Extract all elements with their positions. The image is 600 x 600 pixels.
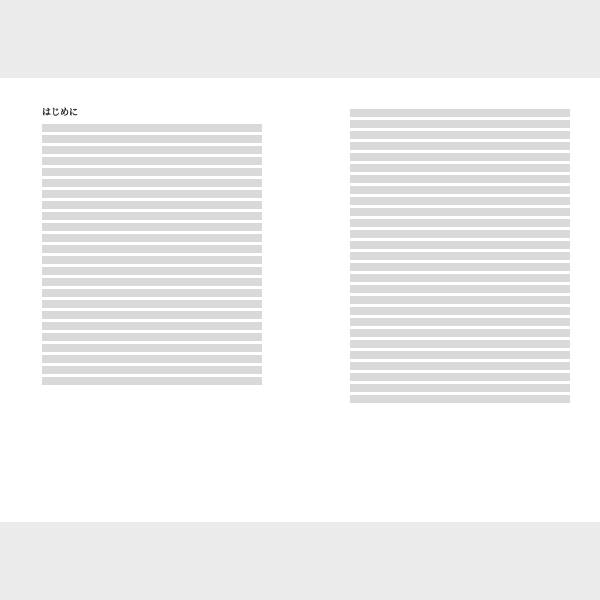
right-page-line-placeholder bbox=[350, 362, 570, 370]
right-page-line-placeholder bbox=[350, 318, 570, 326]
left-page-line-placeholder bbox=[42, 377, 262, 385]
right-page-line-placeholder bbox=[350, 186, 570, 194]
right-page-line-placeholder bbox=[350, 296, 570, 304]
left-page-line-placeholder bbox=[42, 124, 262, 132]
left-page-line-placeholder bbox=[42, 168, 262, 176]
right-page-line-placeholder bbox=[350, 395, 570, 403]
left-page-line-placeholder bbox=[42, 157, 262, 165]
left-page-line-placeholder bbox=[42, 267, 262, 275]
right-page-line-placeholder bbox=[350, 274, 570, 282]
left-page-line-placeholder bbox=[42, 278, 262, 286]
left-page-line-placeholder bbox=[42, 179, 262, 187]
right-page-line-placeholder bbox=[350, 285, 570, 293]
left-page bbox=[42, 106, 262, 388]
right-page-line-placeholder bbox=[350, 340, 570, 348]
right-page-line-placeholder bbox=[350, 131, 570, 139]
right-page-line-placeholder bbox=[350, 263, 570, 271]
right-page-line-placeholder bbox=[350, 175, 570, 183]
left-page-line-placeholder bbox=[42, 146, 262, 154]
right-page-line-placeholder bbox=[350, 208, 570, 216]
left-page-line-placeholder bbox=[42, 300, 262, 308]
right-page-line-placeholder bbox=[350, 351, 570, 359]
right-page-line-placeholder bbox=[350, 384, 570, 392]
section-heading: はじめに bbox=[42, 108, 79, 118]
left-page-line-placeholder bbox=[42, 256, 262, 264]
left-page-line-placeholder bbox=[42, 135, 262, 143]
left-page-line-placeholder bbox=[42, 366, 262, 374]
left-page-text bbox=[42, 124, 262, 385]
right-page-line-placeholder bbox=[350, 109, 570, 117]
left-page-line-placeholder bbox=[42, 355, 262, 363]
left-page-line-placeholder bbox=[42, 311, 262, 319]
left-page-line-placeholder bbox=[42, 322, 262, 330]
left-page-line-placeholder bbox=[42, 344, 262, 352]
left-page-line-placeholder bbox=[42, 201, 262, 209]
book-spread bbox=[0, 78, 600, 522]
right-page-line-placeholder bbox=[350, 241, 570, 249]
left-page-line-placeholder bbox=[42, 190, 262, 198]
left-page-line-placeholder bbox=[42, 223, 262, 231]
right-page-line-placeholder bbox=[350, 373, 570, 381]
right-page-text bbox=[350, 109, 570, 403]
left-page-line-placeholder bbox=[42, 245, 262, 253]
right-page-line-placeholder bbox=[350, 307, 570, 315]
right-page-line-placeholder bbox=[350, 219, 570, 227]
left-page-line-placeholder bbox=[42, 212, 262, 220]
right-page-line-placeholder bbox=[350, 252, 570, 260]
right-page-line-placeholder bbox=[350, 197, 570, 205]
right-page-line-placeholder bbox=[350, 153, 570, 161]
right-page-line-placeholder bbox=[350, 230, 570, 238]
right-page bbox=[350, 106, 570, 406]
right-page-line-placeholder bbox=[350, 164, 570, 172]
left-page-line-placeholder bbox=[42, 234, 262, 242]
right-page-line-placeholder bbox=[350, 120, 570, 128]
right-page-line-placeholder bbox=[350, 142, 570, 150]
left-page-line-placeholder bbox=[42, 333, 262, 341]
right-page-line-placeholder bbox=[350, 329, 570, 337]
left-page-line-placeholder bbox=[42, 289, 262, 297]
